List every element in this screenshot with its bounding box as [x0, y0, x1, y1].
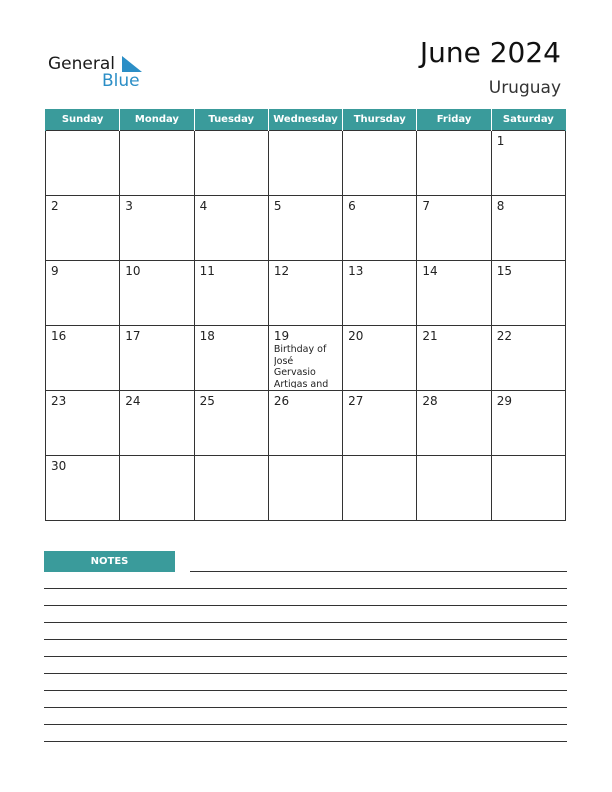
day-number: 25: [199, 394, 215, 408]
notes-line: [44, 690, 567, 691]
day-number: 11: [199, 264, 215, 278]
day-number: 10: [125, 264, 141, 278]
day-cell: [491, 131, 565, 196]
day-number: 30: [51, 459, 67, 473]
day-cell: [268, 326, 342, 391]
day-cell: [343, 196, 417, 261]
day-number: 7: [422, 199, 431, 213]
weekday-saturday: Saturday: [491, 109, 565, 131]
day-cell: [46, 456, 120, 521]
notes-line: [44, 588, 567, 589]
day-cell: [46, 196, 120, 261]
day-cell: [343, 261, 417, 326]
empty-day-cell: [343, 456, 417, 521]
empty-day-cell: [491, 456, 565, 521]
day-cell: [343, 391, 417, 456]
day-cell: [194, 196, 268, 261]
empty-day-cell: [194, 131, 268, 196]
day-cell: [268, 261, 342, 326]
notes-line: [44, 707, 567, 708]
notes-line: [44, 673, 567, 674]
day-cell: [120, 261, 194, 326]
day-cell: [194, 261, 268, 326]
day-cell: [268, 196, 342, 261]
day-number: 15: [496, 264, 512, 278]
calendar-grid: [45, 109, 566, 521]
weekday-tuesday: Tuesday: [194, 109, 268, 131]
day-cell: [120, 326, 194, 391]
notes-line: [44, 605, 567, 606]
day-number: 13: [348, 264, 364, 278]
day-cell: [46, 326, 120, 391]
notes-line: [44, 656, 567, 657]
day-number: 29: [496, 394, 512, 408]
week-row: [46, 261, 566, 326]
weekday-monday: Monday: [120, 109, 194, 131]
notes-header: NOTES: [44, 551, 175, 572]
logo-word-general: General: [48, 54, 115, 74]
day-number: 5: [273, 199, 282, 213]
day-number: 4: [199, 199, 208, 213]
day-number: 24: [125, 394, 141, 408]
day-cell: [120, 196, 194, 261]
day-cell: [491, 326, 565, 391]
empty-day-cell: [268, 131, 342, 196]
weekday-thursday: Thursday: [343, 109, 417, 131]
day-number: 18: [199, 329, 215, 343]
notes-line: [44, 724, 567, 725]
weekday-header-row: [46, 109, 566, 131]
logo-triangle-icon: [122, 56, 142, 72]
page-title: June 2024: [419, 36, 561, 69]
day-cell: [194, 326, 268, 391]
empty-day-cell: [417, 131, 491, 196]
day-cell: [268, 391, 342, 456]
notes-line: [44, 622, 567, 623]
day-cell: [46, 391, 120, 456]
day-number: 23: [51, 394, 67, 408]
empty-day-cell: [120, 456, 194, 521]
day-number: 1: [496, 134, 505, 148]
empty-day-cell: [417, 456, 491, 521]
day-number: 6: [348, 199, 356, 213]
brand-logo: [48, 52, 148, 92]
day-number: 26: [273, 394, 290, 408]
day-number: 2: [51, 199, 59, 213]
empty-day-cell: [46, 131, 120, 196]
week-row: [46, 196, 566, 261]
day-number: 9: [51, 264, 59, 278]
day-cell: [491, 391, 565, 456]
day-number: 21: [422, 329, 438, 343]
day-cell: [46, 261, 120, 326]
day-cell: [417, 391, 491, 456]
day-cell: [417, 326, 491, 391]
weekday-sunday: Sunday: [46, 109, 120, 131]
day-number: 19: [273, 329, 290, 343]
day-cell: [417, 196, 491, 261]
day-cell: [120, 391, 194, 456]
country-subtitle: Uruguay: [488, 78, 561, 98]
day-cell: [491, 196, 565, 261]
day-number: 22: [496, 329, 512, 343]
week-row: [46, 131, 566, 196]
day-number: 3: [125, 199, 133, 213]
logo-word-blue: Blue: [102, 71, 140, 91]
day-number: 17: [125, 329, 141, 343]
day-number: 12: [273, 264, 290, 278]
day-number: 16: [51, 329, 67, 343]
empty-day-cell: [120, 131, 194, 196]
day-cell: [194, 391, 268, 456]
day-number: 27: [348, 394, 364, 408]
empty-day-cell: [343, 131, 417, 196]
day-cell: [491, 261, 565, 326]
weekday-friday: Friday: [417, 109, 491, 131]
empty-day-cell: [268, 456, 342, 521]
week-row: [46, 326, 566, 391]
day-number: 14: [422, 264, 438, 278]
notes-line: [190, 571, 567, 572]
day-number: 28: [422, 394, 438, 408]
notes-line: [44, 741, 567, 742]
day-cell: [343, 326, 417, 391]
weekday-wednesday: Wednesday: [268, 109, 342, 131]
empty-day-cell: [194, 456, 268, 521]
day-cell: [417, 261, 491, 326]
notes-line: [44, 639, 567, 640]
week-row: [46, 391, 566, 456]
day-number: 20: [348, 329, 364, 343]
holiday-event: Birthday of José Gervasio Artigas and: [273, 344, 329, 388]
day-number: 8: [496, 199, 505, 213]
week-row: [46, 456, 566, 521]
